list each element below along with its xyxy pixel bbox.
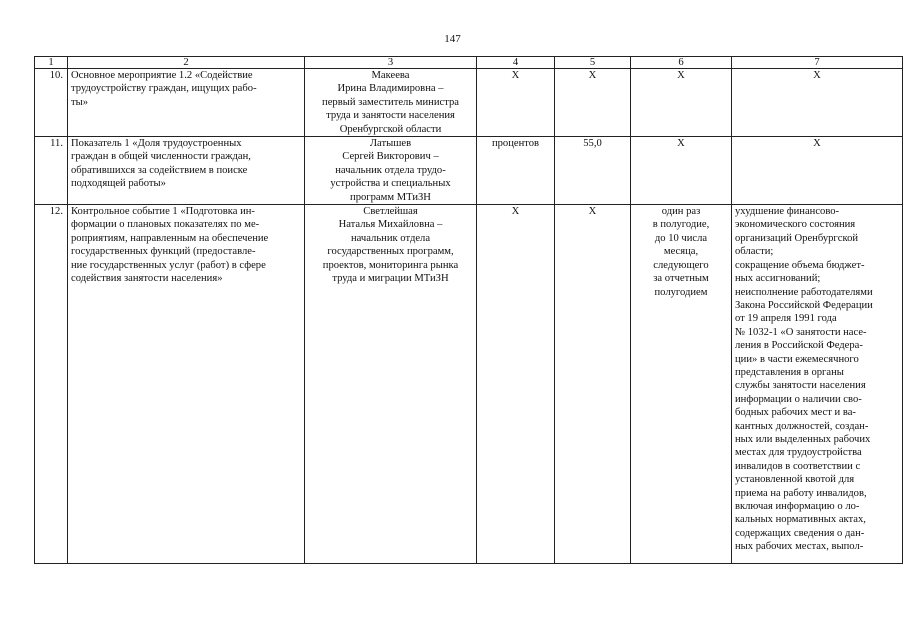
responsible-person (305, 69, 477, 137)
cell-line: кантных должностей, создан- (735, 420, 869, 432)
cell-line: проектов, мониторинга рынка (322, 259, 459, 271)
header-col-1: 1 (35, 57, 68, 69)
header-col-4: 4 (477, 57, 555, 69)
table-row (35, 69, 903, 137)
cell-line: Основное мероприятие 1.2 «Содействие (71, 70, 253, 81)
deadline (631, 69, 732, 137)
cell-line: содержащих сведения о дан- (735, 527, 865, 539)
cell-line: Светлейшая (363, 206, 418, 218)
target-value: Х (555, 205, 631, 564)
responsible-person (305, 137, 477, 205)
cell-line: инвалидов в соответствии с (735, 460, 861, 472)
cell-line: подходящей работы» (71, 178, 166, 190)
cell-line: Х (813, 138, 821, 150)
cell-line: формации о плановых показателях по ме- (71, 219, 260, 231)
unit-of-measure: Х (477, 69, 555, 137)
target-value: Х (555, 69, 631, 137)
measures-table (34, 56, 903, 564)
cell-line: Показатель 1 «Доля трудоустроенных (71, 138, 242, 150)
cell-line: Контрольное событие 1 «Подготовка ин- (71, 206, 255, 218)
cell-line: приема на работу инвалидов, (735, 487, 867, 499)
header-col-6: 6 (631, 57, 732, 69)
cell-line: от 19 апреля 1991 года (735, 313, 837, 325)
cell-line: представления в органы (735, 366, 844, 378)
cell-line: граждан в общей численности граждан, (71, 151, 251, 163)
header-col-3: 3 (305, 57, 477, 69)
cell-line: Сергей Викторович – (342, 151, 439, 163)
cell-line: организаций Оренбургской (735, 232, 859, 244)
cell-line: программ МТиЗН (350, 191, 431, 203)
cell-line: экономического состояния (735, 219, 856, 231)
cell-line: местах для трудоустройства (735, 447, 862, 459)
cell-line: службы занятости населения (735, 380, 866, 392)
risks (732, 69, 903, 137)
risks (732, 137, 903, 205)
column-number-row (35, 57, 903, 69)
cell-line: обратившихся за содействием в поиске (71, 164, 248, 176)
cell-line: государственных программ, (327, 246, 454, 258)
row-number: 11. (35, 137, 68, 205)
measure-name (68, 137, 305, 205)
cell-line: один раз (661, 206, 701, 218)
cell-line: государственных функций (предоставле- (71, 246, 256, 258)
deadline (631, 137, 732, 205)
cell-line: установленной квотой для (735, 474, 855, 486)
cell-line: Х (813, 70, 821, 81)
responsible-person (305, 205, 477, 564)
page-number: 147 (444, 33, 461, 45)
cell-line: Макеева (371, 70, 410, 81)
cell-line: ты» (71, 96, 89, 108)
cell-line: информации о наличии сво- (735, 393, 862, 405)
cell-line: ухудшение финансово- (735, 206, 840, 218)
target-value: 55,0 (555, 137, 631, 205)
cell-line: за отчетным (653, 273, 709, 285)
header-col-2: 2 (68, 57, 305, 69)
cell-line: трудоустройству граждан, ищущих рабо- (71, 83, 257, 95)
cell-line: ных рабочих местах, выпол- (735, 541, 864, 553)
cell-line: до 10 числа (654, 232, 708, 244)
cell-line: устройства и специальных (330, 178, 451, 190)
cell-line: начальник отдела (350, 232, 431, 244)
cell-line: труда и миграции МТиЗН (332, 273, 449, 285)
row-number: 10. (35, 69, 68, 137)
cell-line: содействия занятости населения» (71, 273, 223, 285)
cell-line: Ирина Владимировна – (337, 83, 444, 95)
cell-line: роприятиям, направленным на обеспечение (71, 232, 269, 244)
cell-line: Х (677, 138, 685, 150)
table-row (35, 137, 903, 205)
cell-line: сокращение объема бюджет- (735, 259, 865, 271)
cell-line: неисполнение работодателями (735, 286, 873, 298)
cell-line: ции» в части ежемесячного (735, 353, 859, 365)
cell-line: полугодием (654, 286, 708, 298)
cell-line: ных или выделенных рабочих (735, 433, 871, 445)
cell-line: начальник отдела трудо- (335, 164, 446, 176)
cell-line: Оренбургской области (339, 123, 442, 135)
cell-line: ние государственных услуг (работ) в сфере (71, 259, 266, 271)
cell-line: ных ассигнований; (735, 273, 821, 285)
cell-line: следующего (653, 259, 709, 271)
cell-line: месяца, (663, 246, 699, 258)
header-col-7: 7 (732, 57, 903, 69)
cell-line: № 1032-1 «О занятости насе- (735, 326, 867, 338)
cell-line: Х (677, 70, 685, 81)
measure-name (68, 69, 305, 137)
header-col-5: 5 (555, 57, 631, 69)
cell-line: первый заместитель министра (322, 96, 459, 108)
risks (732, 205, 903, 564)
cell-line: бодных рабочих мест и ва- (735, 407, 856, 419)
deadline (631, 205, 732, 564)
cell-line: ления в Российской Федера- (735, 340, 863, 352)
cell-line: включая информацию о ло- (735, 501, 860, 512)
cell-line: в полугодие, (652, 219, 710, 231)
cell-line: труда и занятости населения (326, 110, 455, 122)
unit-of-measure: процентов (477, 137, 555, 205)
cell-line: области; (735, 246, 774, 258)
row-number: 12. (35, 205, 68, 564)
measure-name (68, 205, 305, 564)
cell-line: Латышев (369, 138, 412, 150)
unit-of-measure: Х (477, 205, 555, 564)
cell-line: Наталья Михайловна – (338, 219, 443, 231)
cell-line: Закона Российской Федерации (735, 299, 873, 311)
cell-line: кальных нормативных актах, (735, 514, 866, 526)
table-row (35, 205, 903, 564)
